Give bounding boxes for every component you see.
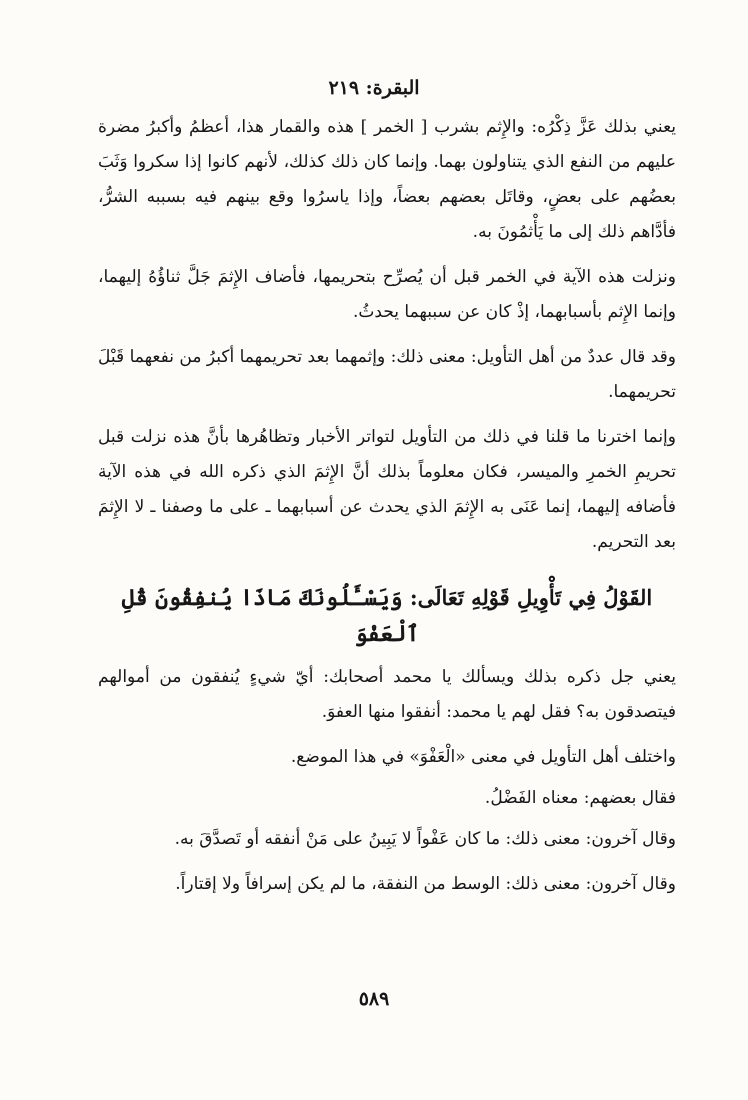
running-head: البقرة: ٢١٩ <box>328 77 420 99</box>
paragraph-7: فقال بعضهم: معناه الفَضْلُ. <box>484 788 676 808</box>
paragraph-6: واختلف أهل التأويل في معنى «الْعَفْوَ» في هذا الموضع. <box>290 747 676 767</box>
paragraph-5: يعني جل ذكره بذلك ويسألك يا محمد أصحابك: أيّ شيءٍ يُنفقون من أموالهم فيتصدقون به؟ فقل لهم يا محمد: أنفقوا منها العفوَ. <box>98 667 676 722</box>
paragraph-9: وقال آخرون: معنى ذلك: الوسط من النفقة، ما لم يكن إسرافاً ولا إقتاراً. <box>175 874 676 894</box>
page-body <box>98 110 676 912</box>
heading-verse: وَيَسْـَٔلُونَكَ مَاذَا يُنفِقُونَ قُلِ ٱلْعَفْوَ <box>121 585 420 647</box>
paragraph-8: وقال آخرون: معنى ذلك: ما كان عَفْواً لا يَبِينُ على مَنْ أنفقه أو تَصدَّقَ به. <box>174 829 676 849</box>
paragraph-4: وإنما اخترنا ما قلنا في ذلك من التأويل لتواتر الأخبار وتظاهُرها بأنَّ هذه نزلت قبل تحريمِ الخمرِ والميسر، فكان معلوماً بذلك أنَّ الإِثمَ الذي ذكره الله في هذه الآية فأضافه إليهما، إنما عَنَى به الإِثمَ الذي يحدث عن أسبابهما ـ على ما وصفنا ـ لا الإِثمَ بعد التحريم. <box>98 427 676 552</box>
paragraph-2: ونزلت هذه الآية في الخمر قبل أن يُصرِّح بتحريمها، فأضاف الإِثمَ جَلَّ ثناؤُهُ إليهما، وإنما الإِثم بأسبابهما، إذْ كان عن سببهما يحدثُ. <box>98 267 676 322</box>
paragraph-1: يعني بذلك عَزَّ ذِكْرُه: والإِثم بشرب [ الخمر ] هذه والقمار هذا، أعظمُ وأكبرُ مضرة عليهم من النفع الذي يتناولون بهما. وإنما كان ذلك كذلك، لأنهم كانوا إذا سكروا وَثَبَ بعضُهم على بعضٍ، وقاتَل بعضهم بعضاً، وإذا ياسرُوا وقع بينهم فيه بسببه الشرُّ، فأدَّاهم ذلك إلى ما يَأْثمُونَ به. <box>98 117 676 242</box>
section-heading <box>98 580 676 652</box>
heading-prefix: القَوْلُ فِي تَأْوِيلِ قَوْلِهِ تَعَالَى: <box>409 585 653 610</box>
page-number: ٥٨٩ <box>358 988 390 1010</box>
paragraph-3: وقد قال عددٌ من أهل التأويل: معنى ذلك: وإثمهما بعد تحريمهما أكبرُ من نفعهما قَبْلَ تحريمهما. <box>98 347 676 402</box>
